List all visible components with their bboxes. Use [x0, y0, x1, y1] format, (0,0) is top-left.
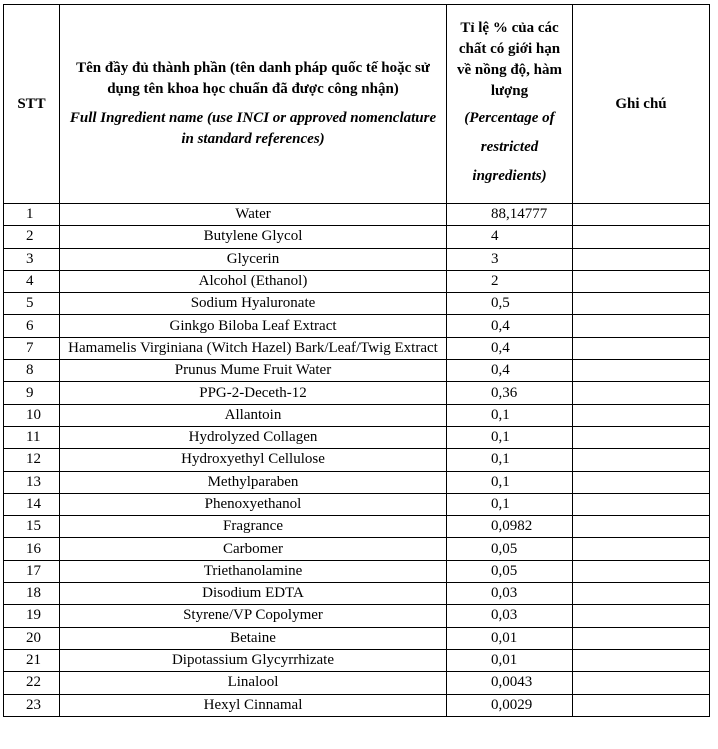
- row-ingredient-name: Linalool: [60, 672, 447, 694]
- row-percentage: 0,03: [447, 605, 573, 627]
- row-note: [573, 694, 710, 716]
- row-stt: 15: [4, 516, 60, 538]
- table-row: [4, 493, 710, 515]
- row-ingredient-name: Styrene/VP Copolymer: [60, 605, 447, 627]
- table-row: [4, 226, 710, 248]
- table-row: [4, 627, 710, 649]
- header-ingredient-name: [60, 5, 447, 204]
- row-note: [573, 471, 710, 493]
- row-stt: 8: [4, 360, 60, 382]
- row-ingredient-name: Dipotassium Glycyrrhizate: [60, 649, 447, 671]
- row-percentage: 0,5: [447, 293, 573, 315]
- row-ingredient-name: Alcohol (Ethanol): [60, 270, 447, 292]
- table-row: [4, 293, 710, 315]
- row-stt: 11: [4, 426, 60, 448]
- table-row: [4, 605, 710, 627]
- table-row: [4, 516, 710, 538]
- row-ingredient-name: Disodium EDTA: [60, 583, 447, 605]
- table-row: [4, 672, 710, 694]
- row-stt: 5: [4, 293, 60, 315]
- table-row: [4, 694, 710, 716]
- row-note: [573, 672, 710, 694]
- row-stt: 20: [4, 627, 60, 649]
- row-stt: 13: [4, 471, 60, 493]
- row-stt: 2: [4, 226, 60, 248]
- row-percentage: 0,05: [447, 560, 573, 582]
- table-row: [4, 649, 710, 671]
- row-note: [573, 449, 710, 471]
- row-ingredient-name: Fragrance: [60, 516, 447, 538]
- ingredients-table: [3, 4, 710, 717]
- row-ingredient-name: Ginkgo Biloba Leaf Extract: [60, 315, 447, 337]
- row-percentage: 0,05: [447, 538, 573, 560]
- table-row: [4, 426, 710, 448]
- table-row: [4, 315, 710, 337]
- row-note: [573, 627, 710, 649]
- row-note: [573, 226, 710, 248]
- row-ingredient-name: Triethanolamine: [60, 560, 447, 582]
- row-note: [573, 248, 710, 270]
- row-percentage: 0,0029: [447, 694, 573, 716]
- row-ingredient-name: Hamamelis Virginiana (Witch Hazel) Bark/Leaf/Twig Extract: [60, 337, 447, 359]
- table-row: [4, 382, 710, 404]
- row-note: [573, 293, 710, 315]
- row-ingredient-name: Hydroxyethyl Cellulose: [60, 449, 447, 471]
- row-percentage: 0,1: [447, 493, 573, 515]
- row-percentage: 4: [447, 226, 573, 248]
- row-note: [573, 270, 710, 292]
- table-row: [4, 404, 710, 426]
- row-percentage: 0,36: [447, 382, 573, 404]
- table-row: [4, 360, 710, 382]
- row-note: [573, 315, 710, 337]
- row-percentage: 0,0043: [447, 672, 573, 694]
- row-percentage: 0,01: [447, 649, 573, 671]
- row-percentage: 0,4: [447, 360, 573, 382]
- row-percentage: 0,1: [447, 449, 573, 471]
- table-row: [4, 204, 710, 226]
- row-ingredient-name: Butylene Glycol: [60, 226, 447, 248]
- table-body: [4, 204, 710, 717]
- row-ingredient-name: Hydrolyzed Collagen: [60, 426, 447, 448]
- row-stt: 3: [4, 248, 60, 270]
- table-row: [4, 248, 710, 270]
- row-ingredient-name: PPG-2-Deceth-12: [60, 382, 447, 404]
- row-note: [573, 360, 710, 382]
- row-note: [573, 605, 710, 627]
- row-note: [573, 560, 710, 582]
- row-stt: 16: [4, 538, 60, 560]
- table-row: [4, 449, 710, 471]
- row-stt: 18: [4, 583, 60, 605]
- header-pct-en: (Percentage of restricted ingredients): [464, 109, 555, 184]
- row-note: [573, 538, 710, 560]
- row-stt: 23: [4, 694, 60, 716]
- row-ingredient-name: Allantoin: [60, 404, 447, 426]
- row-note: [573, 583, 710, 605]
- row-stt: 1: [4, 204, 60, 226]
- row-stt: 12: [4, 449, 60, 471]
- table-row: [4, 471, 710, 493]
- row-percentage: 0,0982: [447, 516, 573, 538]
- row-stt: 14: [4, 493, 60, 515]
- table-row: [4, 560, 710, 582]
- row-stt: 6: [4, 315, 60, 337]
- row-stt: 4: [4, 270, 60, 292]
- row-ingredient-name: Sodium Hyaluronate: [60, 293, 447, 315]
- header-name-vi: Tên đầy đủ thành phần (tên danh pháp quốc tế hoặc sử dụng tên khoa học chuẩn đã được công nhận): [76, 60, 430, 97]
- header-note: Ghi chú: [573, 5, 710, 204]
- row-ingredient-name: Water: [60, 204, 447, 226]
- row-ingredient-name: Methylparaben: [60, 471, 447, 493]
- row-stt: 19: [4, 605, 60, 627]
- row-percentage: 0,01: [447, 627, 573, 649]
- table-row: [4, 583, 710, 605]
- row-percentage: 88,14777: [447, 204, 573, 226]
- header-name-en: Full Ingredient name (use INCI or approved nomenclature in standard references): [69, 110, 437, 147]
- row-ingredient-name: Glycerin: [60, 248, 447, 270]
- row-note: [573, 337, 710, 359]
- row-ingredient-name: Betaine: [60, 627, 447, 649]
- header-pct-vi: Tỉ lệ % của các chất có giới hạn về nồng độ, hàm lượng: [456, 19, 563, 99]
- header-percentage: [447, 5, 573, 204]
- table-row: [4, 270, 710, 292]
- row-percentage: 0,1: [447, 426, 573, 448]
- row-percentage: 0,1: [447, 471, 573, 493]
- row-stt: 22: [4, 672, 60, 694]
- row-ingredient-name: Phenoxyethanol: [60, 493, 447, 515]
- row-ingredient-name: Hexyl Cinnamal: [60, 694, 447, 716]
- table-row: [4, 337, 710, 359]
- row-note: [573, 404, 710, 426]
- row-note: [573, 204, 710, 226]
- row-stt: 17: [4, 560, 60, 582]
- row-percentage: 0,03: [447, 583, 573, 605]
- row-stt: 21: [4, 649, 60, 671]
- row-percentage: 0,1: [447, 404, 573, 426]
- table-row: [4, 538, 710, 560]
- row-percentage: 0,4: [447, 315, 573, 337]
- row-ingredient-name: Prunus Mume Fruit Water: [60, 360, 447, 382]
- row-note: [573, 649, 710, 671]
- row-note: [573, 382, 710, 404]
- row-percentage: 3: [447, 248, 573, 270]
- header-stt: STT: [4, 5, 60, 204]
- table-header-row: [4, 5, 710, 204]
- row-stt: 7: [4, 337, 60, 359]
- row-note: [573, 426, 710, 448]
- row-stt: 9: [4, 382, 60, 404]
- row-note: [573, 516, 710, 538]
- row-stt: 10: [4, 404, 60, 426]
- row-percentage: 0,4: [447, 337, 573, 359]
- row-ingredient-name: Carbomer: [60, 538, 447, 560]
- row-percentage: 2: [447, 270, 573, 292]
- row-note: [573, 493, 710, 515]
